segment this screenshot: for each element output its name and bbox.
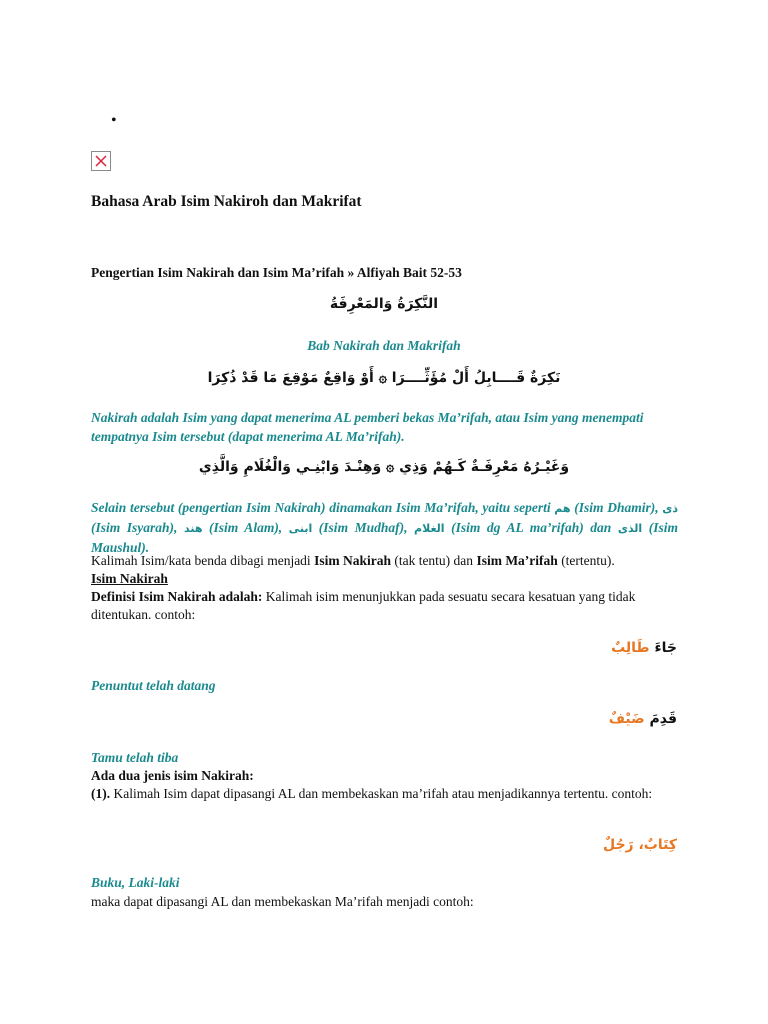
verse-1: نَكِرَةٌ قَــــابِلُ أَلْ مُؤَثِّــــرَا ۞ أَوْ وَاقِعٌ مَوْقِعَ مَا قَدْ ذُكِرَا xyxy=(207,370,561,386)
bab-title: Bab Nakirah dan Makrifah xyxy=(307,338,461,353)
broken-image-icon xyxy=(91,151,111,171)
isim-nakirah-heading: Isim Nakirah xyxy=(91,571,168,586)
example-1-arabic: جَاءَ طَالِبٌ xyxy=(611,640,677,656)
point-1-paragraph: (1). Kalimah Isim dapat dipasangi AL dan membekaskan ma’rifah atau menjadikannya tertentu. contoh: xyxy=(91,786,653,801)
section-title: Pengertian Isim Nakirah dan Isim Ma’rifah » Alfiyah Bait 52-53 xyxy=(91,265,462,280)
verse-2: وَغَيْـرُهُ مَعْرِفَـةٌ كَـهُمْ وَذِي ۞ وَهِنْـدَ وَابْنِـي وَالْغُلَامِ وَالَّذِي xyxy=(198,459,570,475)
paragraph-marifah-definition: Selain tersebut (pengertian Isim Nakirah) dinamakan Isim Ma’rifah, yaitu seperti هم (Isim Dhamir), ذى (Isim Isyarah), هند (Isim Alam), ابنى (Isim Mudhaf), الغلام (Isim dg AL ma’rifah) dan الذى (Isim Maushul). xyxy=(91,500,679,555)
kalimah-division-line: Kalimah Isim/kata benda dibagi menjadi Isim Nakirah (tak tentu) dan Isim Ma’rifah (tertentu). xyxy=(91,553,615,568)
example-1-meaning: Penuntut telah datang xyxy=(91,678,216,693)
last-line: maka dapat dipasangi AL dan membekaskan Ma’rifah menjadi contoh: xyxy=(91,894,474,909)
definisi-paragraph: Definisi Isim Nakirah adalah: Kalimah isim menunjukkan pada sesuatu secara kesatuan yang tidak ditentukan. contoh: xyxy=(91,589,636,622)
example-2-meaning: Tamu telah tiba xyxy=(91,750,179,765)
example-3-arabic: كِتَابٌ، رَجُلٌ xyxy=(602,837,677,853)
arabic-heading: النَّكِرَةُ وَالمَعْرِفَةُ xyxy=(329,296,439,312)
example-3-meaning: Buku, Laki-laki xyxy=(91,875,180,890)
paragraph-nakirah-definition: Nakirah adalah Isim yang dapat menerima AL pemberi bekas Ma’rifah, atau Isim yang menempati tempatnya Isim tersebut (dapat menerima AL Ma’rifah). xyxy=(91,410,644,444)
list-bullet: • xyxy=(111,112,117,129)
dua-jenis-heading: Ada dua jenis isim Nakirah: xyxy=(91,768,254,783)
document-title: Bahasa Arab Isim Nakiroh dan Makrifat xyxy=(91,193,362,210)
example-2-arabic: قَدِمَ ضَيْفٌ xyxy=(608,711,677,727)
